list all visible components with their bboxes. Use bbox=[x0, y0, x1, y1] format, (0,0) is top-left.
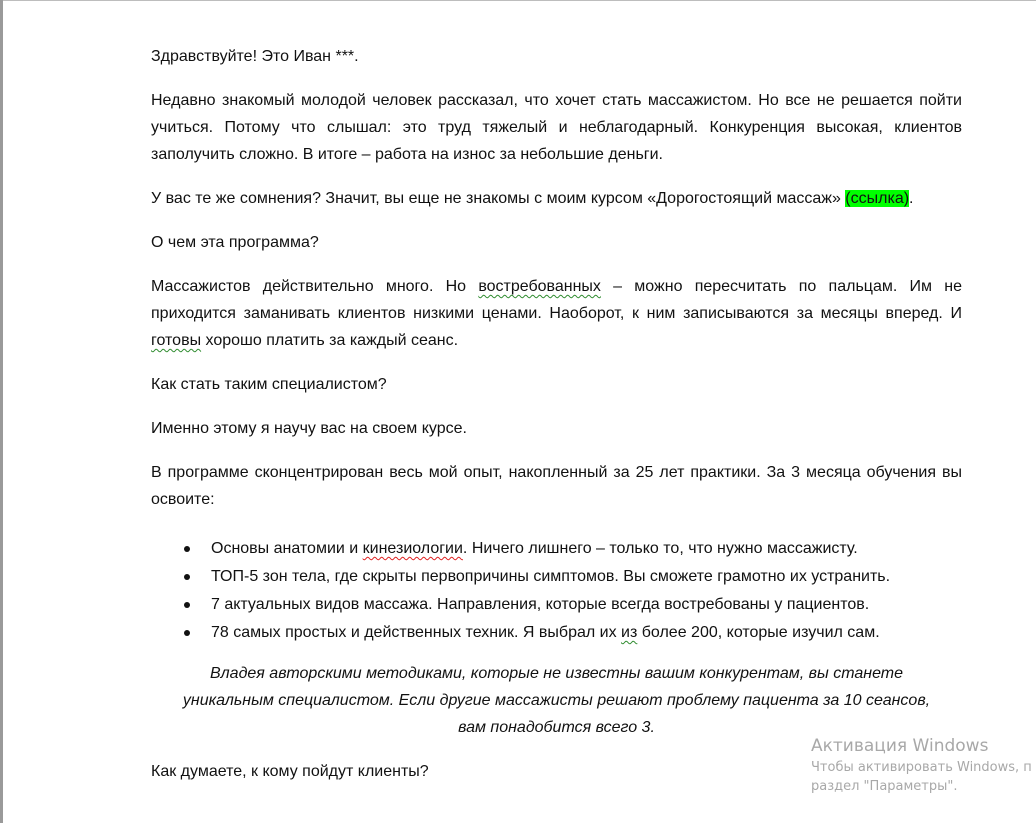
windows-activation-watermark bbox=[811, 734, 1032, 796]
grammar-flag-word: готовы bbox=[151, 332, 202, 349]
list-item-text: . Ничего лишнего – только то, что нужно массажисту. bbox=[462, 540, 858, 557]
list-item bbox=[151, 563, 962, 591]
list-item bbox=[151, 591, 962, 619]
demand-text-a: Массажистов действительно много. Но bbox=[151, 278, 479, 295]
question-clients: Как думаете, к кому пойдут клиенты? bbox=[151, 763, 429, 780]
watermark-title: Активация Windows bbox=[811, 736, 989, 756]
page-left-border bbox=[0, 0, 3, 823]
question-specialist: Как стать таким специалистом? bbox=[151, 376, 387, 393]
course-text: У вас те же сомнения? Значит, вы еще не знакомы с моим курсом «Дорогостоящий массаж» bbox=[151, 190, 846, 207]
spelling-flag-word: кинезиологии bbox=[362, 540, 463, 557]
course-end: . bbox=[909, 190, 914, 207]
demand-paragraph bbox=[151, 273, 962, 354]
bullet-icon bbox=[184, 546, 190, 552]
grammar-flag-word: из bbox=[621, 624, 638, 641]
demand-text-b: – можно пересчитать по пальцам. Им не приходится заманивать клиентов низкими ценами. Наоборот, к ним записываются за месяцы вперед. И bbox=[151, 278, 962, 322]
page-top-border bbox=[0, 0, 1036, 1]
greeting-paragraph: Здравствуйте! Это Иван ***. bbox=[151, 48, 359, 65]
watermark-line: раздел "Параметры". bbox=[811, 779, 958, 794]
watermark-line: Чтобы активировать Windows, п bbox=[811, 760, 1032, 775]
experience-paragraph: В программе сконцентрирован весь мой опыт, накопленный за 25 лет практики. За 3 месяца обучения вы освоите: bbox=[151, 464, 962, 508]
list-item-text: 7 актуальных видов массажа. Направления, которые всегда востребованы у пациентов. bbox=[211, 596, 870, 613]
teach-paragraph: Именно этому я научу вас на своем курсе. bbox=[151, 420, 467, 437]
course-link-placeholder: (ссылка) bbox=[845, 190, 910, 207]
bullet-icon bbox=[184, 574, 190, 580]
document-body[interactable] bbox=[151, 43, 962, 802]
list-item-text: 78 самых простых и действенных техник. Я выбрал их bbox=[211, 624, 622, 641]
course-paragraph bbox=[151, 185, 962, 212]
list-item-text: более 200, которые изучил сам. bbox=[637, 624, 880, 641]
list-item bbox=[151, 535, 962, 563]
skills-list bbox=[151, 535, 962, 647]
demand-text-c: хорошо платить за каждый сеанс. bbox=[201, 332, 459, 349]
bullet-icon bbox=[184, 630, 190, 636]
bullet-icon bbox=[184, 602, 190, 608]
list-item-text: Основы анатомии и bbox=[211, 540, 363, 557]
list-item bbox=[151, 619, 962, 647]
grammar-flag-word: востребованных bbox=[478, 278, 601, 295]
list-item-text: ТОП-5 зон тела, где скрыты первопричины симптомов. Вы сможете грамотно их устранить. bbox=[211, 568, 891, 585]
italic-quote: Владея авторскими методиками, которые не известны вашим конкурентам, вы станете уникальным специалистом. Если другие массажисты решают проблему пациента за 10 сеансов, вам понадобится всего 3. bbox=[182, 665, 931, 736]
intro-paragraph: Недавно знакомый молодой человек рассказал, что хочет стать массажистом. Но все не решается пойти учиться. Потому что слышал: это труд тяжелый и неблагодарный. Конкуренция высокая, клиентов заполучить сложно. В итоге – работа на износ за небольшие деньги. bbox=[151, 92, 962, 163]
question-program: О чем эта программа? bbox=[151, 234, 319, 251]
